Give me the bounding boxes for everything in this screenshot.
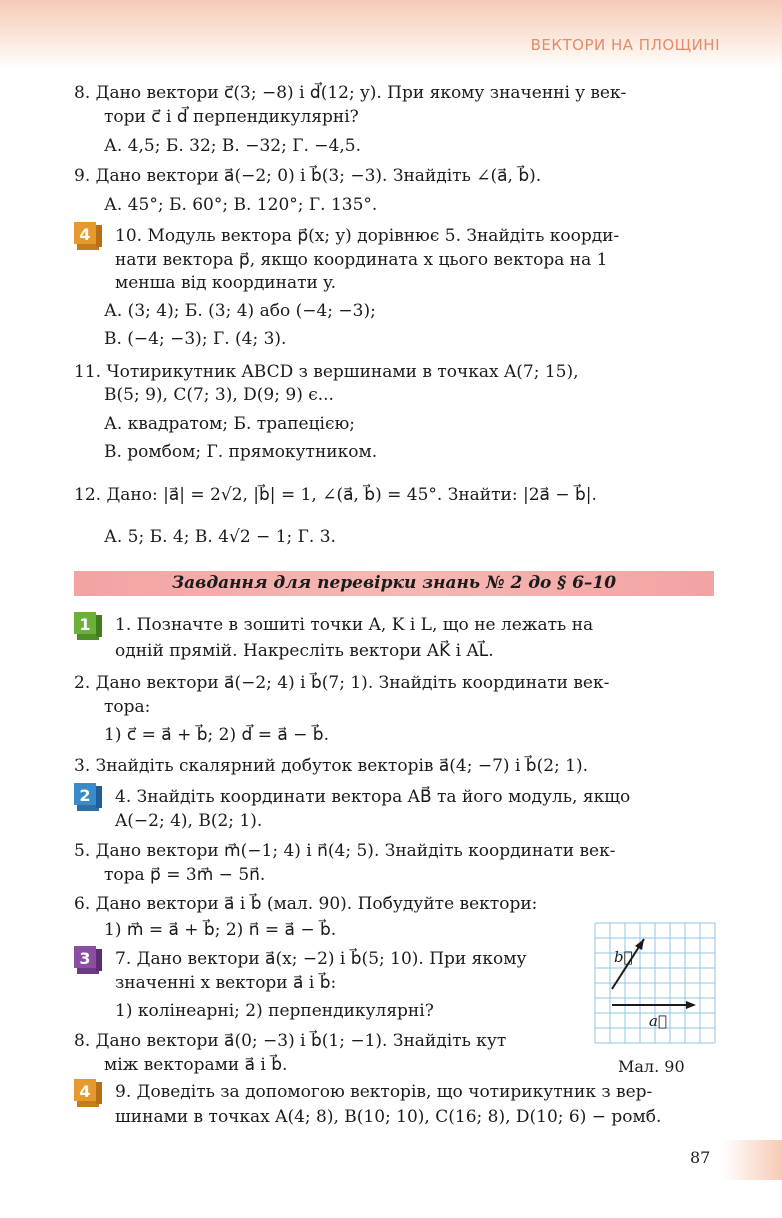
- section-title: Завдання для перевірки знань № 2 до § 6–10: [171, 573, 617, 593]
- text-line: A(−2; 4), B(2; 1).: [115, 811, 263, 831]
- figure-90: [594, 922, 716, 1044]
- text-line: А. 4,5; Б. 32; В. −32; Г. −4,5.: [104, 136, 361, 156]
- text-line: 5. Дано вектори m⃗(−1; 4) і n⃗(4; 5). Знайдіть координати век-: [74, 841, 616, 861]
- badge-level: 2: [79, 786, 91, 805]
- text-line: В. (−4; −3); Г. (4; 3).: [104, 329, 287, 349]
- text-line: нати вектора p⃗, якщо координата x цього вектора на 1: [115, 250, 608, 270]
- text-line: між векторами a⃗ і b⃗.: [104, 1055, 288, 1075]
- text-line: 7. Дано вектори a⃗(x; −2) і b⃗(5; 10). При якому: [115, 949, 527, 969]
- text-line: А. (3; 4); Б. (3; 4) або (−4; −3);: [104, 301, 376, 321]
- vector-a-head: [686, 1001, 696, 1009]
- badge-level: 4: [79, 225, 91, 244]
- text-line: А. 45°; Б. 60°; В. 120°; Г. 135°.: [104, 195, 378, 215]
- text-line: менша від координати y.: [115, 273, 336, 293]
- text-line: 1) m⃗ = a⃗ + b⃗; 2) n⃗ = a⃗ − b⃗.: [104, 920, 337, 940]
- text-line: тори c⃗ і d⃗ перпендикулярні?: [104, 107, 359, 127]
- text-line: B(5; 9), C(7; 3), D(9; 9) є...: [104, 385, 334, 405]
- badge-level: 3: [79, 949, 91, 968]
- text-line: 1. Позначте в зошиті точки A, K і L, що не лежать на: [115, 615, 594, 635]
- running-header: ВЕКТОРИ НА ПЛОЩИНІ: [530, 36, 720, 54]
- text-line: 9. Дано вектори a⃗(−2; 0) і b⃗(3; −3). Знайдіть ∠(a⃗, b⃗).: [74, 166, 542, 186]
- text-line: одній прямій. Накресліть вектори AK⃗ і AL⃗.: [115, 641, 494, 661]
- text-line: 4. Знайдіть координати вектора AB⃗ та його модуль, якщо: [115, 787, 631, 807]
- level-badge-icon: [74, 612, 102, 640]
- page-number: 87: [690, 1148, 711, 1167]
- text-line: 1) колінеарні; 2) перпендикулярні?: [115, 1001, 434, 1021]
- top-band: [0, 0, 782, 70]
- text-line: А. 5; Б. 4; В. 4√2 − 1; Г. 3.: [104, 527, 336, 547]
- text-line: значенні x вектори a⃗ і b⃗:: [115, 973, 337, 993]
- text-line: 11. Чотирикутник ABCD з вершинами в точках A(7; 15),: [74, 362, 579, 382]
- text-line: 10. Модуль вектора p⃗(x; y) дорівнює 5. Знайдіть коорди-: [115, 226, 620, 246]
- label-a: a⃗: [649, 1012, 667, 1030]
- text-line: 6. Дано вектори a⃗ і b⃗ (мал. 90). Побудуйте вектори:: [74, 894, 538, 914]
- level-badge-icon: [74, 783, 102, 811]
- level-badge-icon: [74, 1079, 102, 1107]
- text-line: шинами в точках A(4; 8), B(10; 10), C(16; 8), D(10; 6) − ромб.: [115, 1107, 662, 1127]
- figure-caption: Мал. 90: [618, 1057, 685, 1076]
- text-line: В. ромбом; Г. прямокутником.: [104, 442, 378, 462]
- level-badge-icon: [74, 222, 102, 250]
- label-b: b⃗: [614, 948, 633, 966]
- page-band: [722, 1140, 782, 1180]
- text-line: 12. Дано: |a⃗| = 2√2, |b⃗| = 1, ∠(a⃗, b⃗) = 45°. Знайти: |2a⃗ − b⃗|.: [74, 485, 597, 505]
- text-line: 3. Знайдіть скалярний добуток векторів a⃗(4; −7) і b⃗(2; 1).: [74, 756, 589, 776]
- level-badge-icon: [74, 946, 102, 974]
- text-line: 2. Дано вектори a⃗(−2; 4) і b⃗(7; 1). Знайдіть координати век-: [74, 673, 610, 693]
- text-line: 9. Доведіть за допомогою векторів, що чотирикутник з вер-: [115, 1082, 653, 1102]
- text-line: 1) c⃗ = a⃗ + b⃗; 2) d⃗ = a⃗ − b⃗.: [104, 725, 330, 745]
- text-line: 8. Дано вектори c⃗(3; −8) і d⃗(12; y). При якому значенні y век-: [74, 83, 627, 103]
- text-line: 8. Дано вектори a⃗(0; −3) і b⃗(1; −1). Знайдіть кут: [74, 1031, 507, 1051]
- text-line: тора:: [104, 697, 151, 717]
- badge-level: 1: [79, 615, 91, 634]
- text-line: тора p⃗ = 3m⃗ − 5n⃗.: [104, 865, 266, 885]
- badge-level: 4: [79, 1082, 91, 1101]
- text-line: А. квадратом; Б. трапецією;: [104, 414, 356, 434]
